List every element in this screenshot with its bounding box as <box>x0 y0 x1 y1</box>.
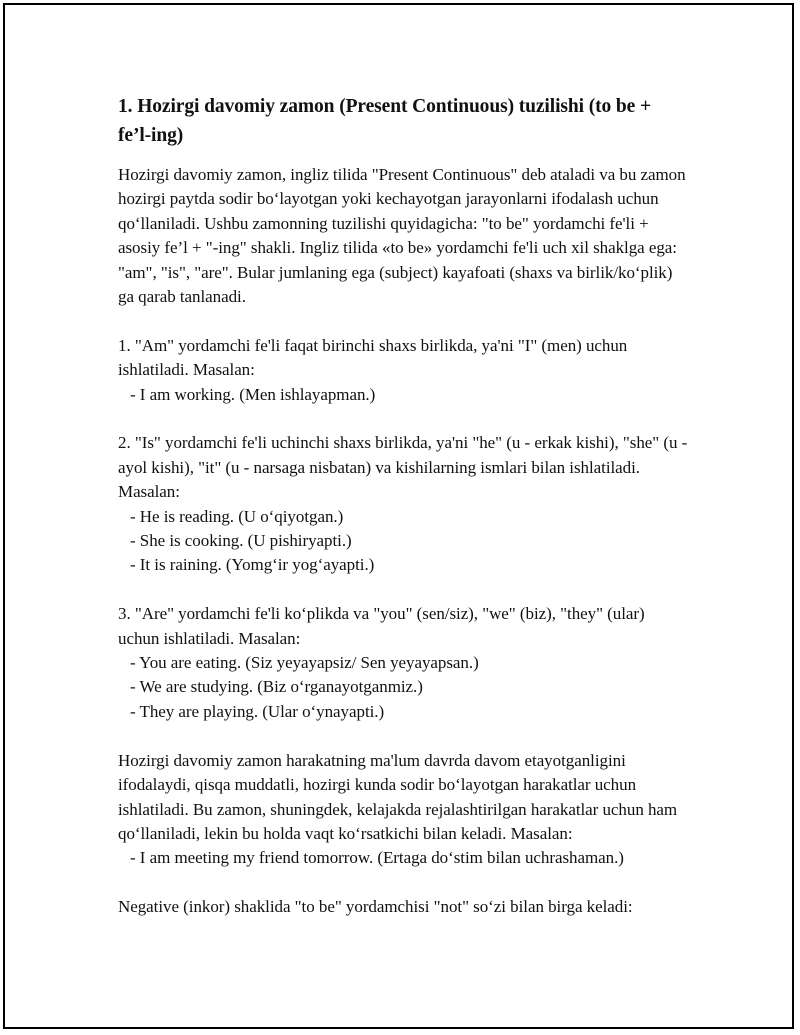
section-am <box>118 334 688 407</box>
example-line: - He is reading. (U o‘qiyotgan.) <box>130 506 344 526</box>
section-are <box>118 602 688 724</box>
document-title: 1. Hozirgi davomiy zamon (Present Continuous) tuzilishi (to be + fe’l-ing) <box>118 96 652 146</box>
intro-paragraph: Hozirgi davomiy zamon, ingliz tilida "Present Continuous" deb ataladi va bu zamon hozirgi paytda sodir bo‘layotgan yoki kechayotgan jarayonlarni ifodalash uchun qo‘llaniladi. Ushbu zamonning tuzilishi quyidagicha: "to be" yordamchi fe'li + asosiy fe’l + "-ing" shakli. Ingliz tilida «to be» yordamchi fe'li uch xil shaklga ega: "am", "is", "are". Bular jumlaning ega (subject) kayafoati (shaxs va birlik/ko‘plik) ga qarab tanlanadi. <box>118 165 686 307</box>
section-usage <box>118 749 688 871</box>
example-line: - She is cooking. (U pishiryapti.) <box>130 531 352 551</box>
document-body <box>118 92 688 920</box>
paragraph-spacer <box>118 724 688 748</box>
example-line: - It is raining. (Yomg‘ir yog‘ayapti.) <box>130 555 375 575</box>
example-line: - You are eating. (Siz yeyayapsiz/ Sen yeyayapsan.) <box>130 653 479 673</box>
paragraph-spacer <box>118 578 688 602</box>
section-are-text: 3. "Are" yordamchi fe'li ko‘plikda va "you" (sen/siz), "we" (biz), "they" (ular) uchun ishlatiladi. Masalan: <box>118 604 645 648</box>
paragraph-spacer <box>118 309 688 333</box>
paragraph-spacer <box>118 407 688 431</box>
example-line: - They are playing. (Ular o‘ynayapti.) <box>130 701 385 721</box>
section-is-text: 2. "Is" yordamchi fe'li uchinchi shaxs birlikda, ya'ni "he" (u - erkak kishi), "she" (u - ayol kishi), "it" (u - narsaga nisbatan) va kishilarning ismlari bilan ishlatiladi. Masalan: <box>118 433 688 502</box>
paragraph-spacer <box>118 871 688 895</box>
example-line: - I am working. (Men ishlayapman.) <box>130 384 376 404</box>
example-line: - We are studying. (Biz o‘rganayotganmiz.) <box>130 677 423 697</box>
closing-paragraph: Negative (inkor) shaklida "to be" yordamchisi "not" so‘zi bilan birga keladi: <box>118 897 633 917</box>
section-usage-text: Hozirgi davomiy zamon harakatning ma'lum davrda davom etayotganligini ifodalaydi, qisqa muddatli, hozirgi kunda sodir bo‘layotgan harakatlar uchun ishlatiladi. Bu zamon, shuningdek, kelajakda rejalashtirilgan harakatlar uchun ham qo‘llaniladi, lekin bu holda vaqt ko‘rsatkichi bilan keladi. Masalan: <box>118 750 678 843</box>
example-line: - I am meeting my friend tomorrow. (Ertaga do‘stim bilan uchrashaman.) <box>130 848 624 868</box>
section-is <box>118 431 688 577</box>
section-am-text: 1. "Am" yordamchi fe'li faqat birinchi shaxs birlikda, ya'ni "I" (men) uchun ishlatiladi. Masalan: <box>118 335 628 380</box>
